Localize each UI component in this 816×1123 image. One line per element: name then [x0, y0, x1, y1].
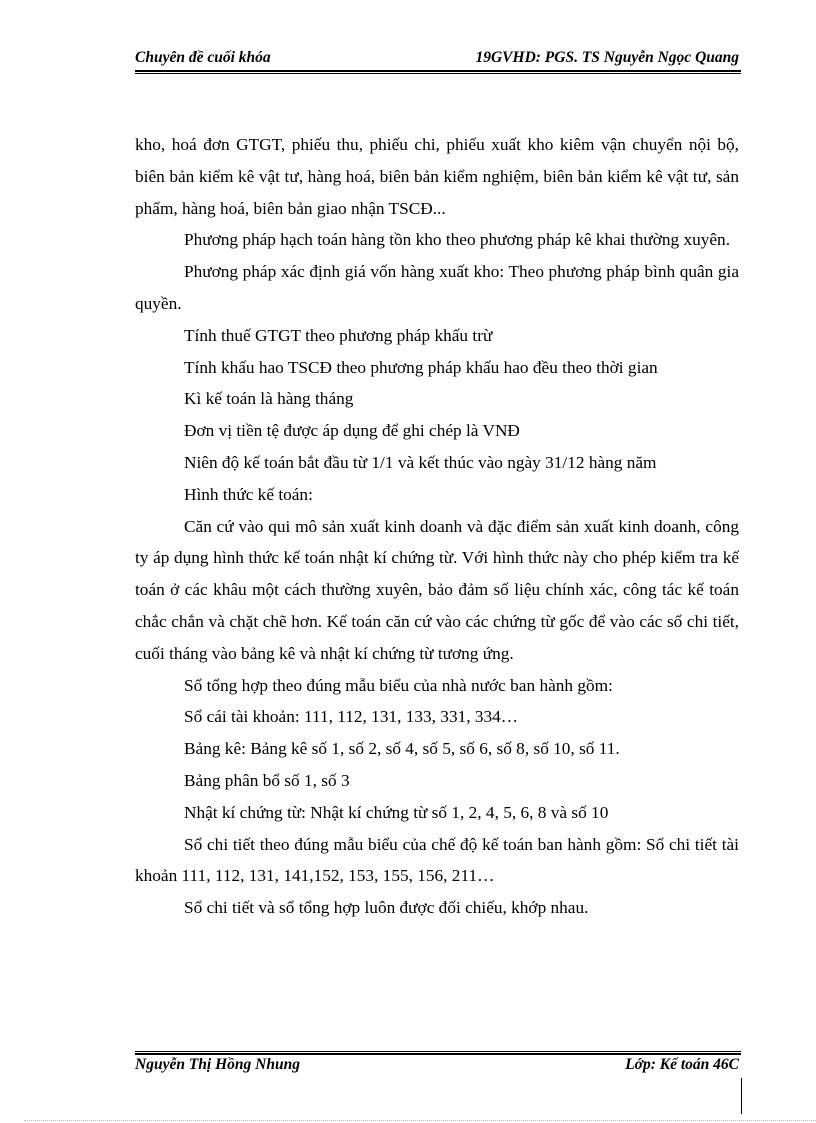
header-rule — [135, 70, 741, 74]
paragraph: Kì kế toán là hàng tháng — [184, 389, 354, 409]
page-header — [135, 49, 739, 69]
paragraph: Niên độ kế toán bắt đầu từ 1/1 và kết thúc vào ngày 31/12 hàng năm — [184, 452, 657, 472]
paragraph: Sổ chi tiết theo đúng mẫu biểu của chế độ kế toán ban hành gồm: Sổ chi tiết tài khoản 111, 112, 131, 141,152, 153, 155, 156, 211… — [135, 834, 739, 886]
page-footer — [135, 1056, 739, 1076]
paragraph: Bảng phân bổ số 1, số 3 — [184, 770, 350, 790]
paragraph: Bảng kê: Bảng kê số 1, số 2, số 4, số 5, số 6, số 8, số 10, số 11. — [184, 739, 620, 759]
paragraph: Phương pháp hạch toán hàng tồn kho theo phương pháp kê khai thường xuyên. — [184, 230, 731, 250]
paragraph: Căn cứ vào qui mô sản xuất kinh doanh và đặc điểm sản xuất kinh doanh, công ty áp dụng hình thức kế toán nhật kí chứng từ. Với hình thức này cho phép kiểm tra kế toán ở các khâu một cách thường xuyên, bảo đảm số liệu chính xác, công tác kế toán chắc chắn và chặt chẽ hơn. Kế toán căn cứ vào các chứng từ gốc để vào các sổ chi tiết, cuối tháng vào bảng kê và nhật kí chứng từ tương ứng. — [135, 516, 739, 663]
page-border-line — [741, 1078, 742, 1114]
header-supervisor: 19GVHD: PGS. TS Nguyễn Ngọc Quang — [475, 49, 739, 66]
body-text — [135, 129, 739, 924]
paragraph: Sổ cái tài khoản: 111, 112, 131, 133, 331, 334… — [184, 707, 519, 727]
paragraph: kho, hoá đơn GTGT, phiếu thu, phiếu chi, phiếu xuất kho kiêm vận chuyển nội bộ, biên bản kiểm kê vật tư, hàng hoá, biên bản kiểm nghiệm, biên bản kiểm kê vật tư, sản phẩm, hàng hoá, biên bản giao nhận TSCĐ... — [135, 135, 739, 218]
header-document-title: Chuyên đề cuối khóa — [135, 49, 271, 66]
paragraph: Sổ tổng hợp theo đúng mẫu biểu của nhà nước ban hành gồm: — [184, 675, 613, 695]
paragraph: Hình thức kế toán: — [184, 484, 313, 504]
footer-rule — [135, 1051, 741, 1055]
paragraph: Tính khấu hao TSCĐ theo phương pháp khấu hao đều theo thời gian — [184, 357, 658, 377]
paragraph: Phương pháp xác định giá vốn hàng xuất kho: Theo phương pháp bình quân gia quyền. — [135, 262, 739, 313]
page-bottom-dotted-line — [24, 1120, 816, 1121]
paragraph: Đơn vị tiền tệ được áp dụng để ghi chép là VNĐ — [184, 421, 520, 441]
paragraph: Sổ chi tiết và sổ tổng hợp luôn được đối chiếu, khớp nhau. — [184, 898, 589, 918]
paragraph: Tính thuế GTGT theo phương pháp khấu trừ — [184, 325, 493, 345]
footer-class: Lớp: Kế toán 46C — [625, 1056, 739, 1073]
footer-author: Nguyễn Thị Hồng Nhung — [135, 1056, 300, 1073]
paragraph: Nhật kí chứng từ: Nhật kí chứng từ số 1, 2, 4, 5, 6, 8 và số 10 — [184, 802, 609, 822]
